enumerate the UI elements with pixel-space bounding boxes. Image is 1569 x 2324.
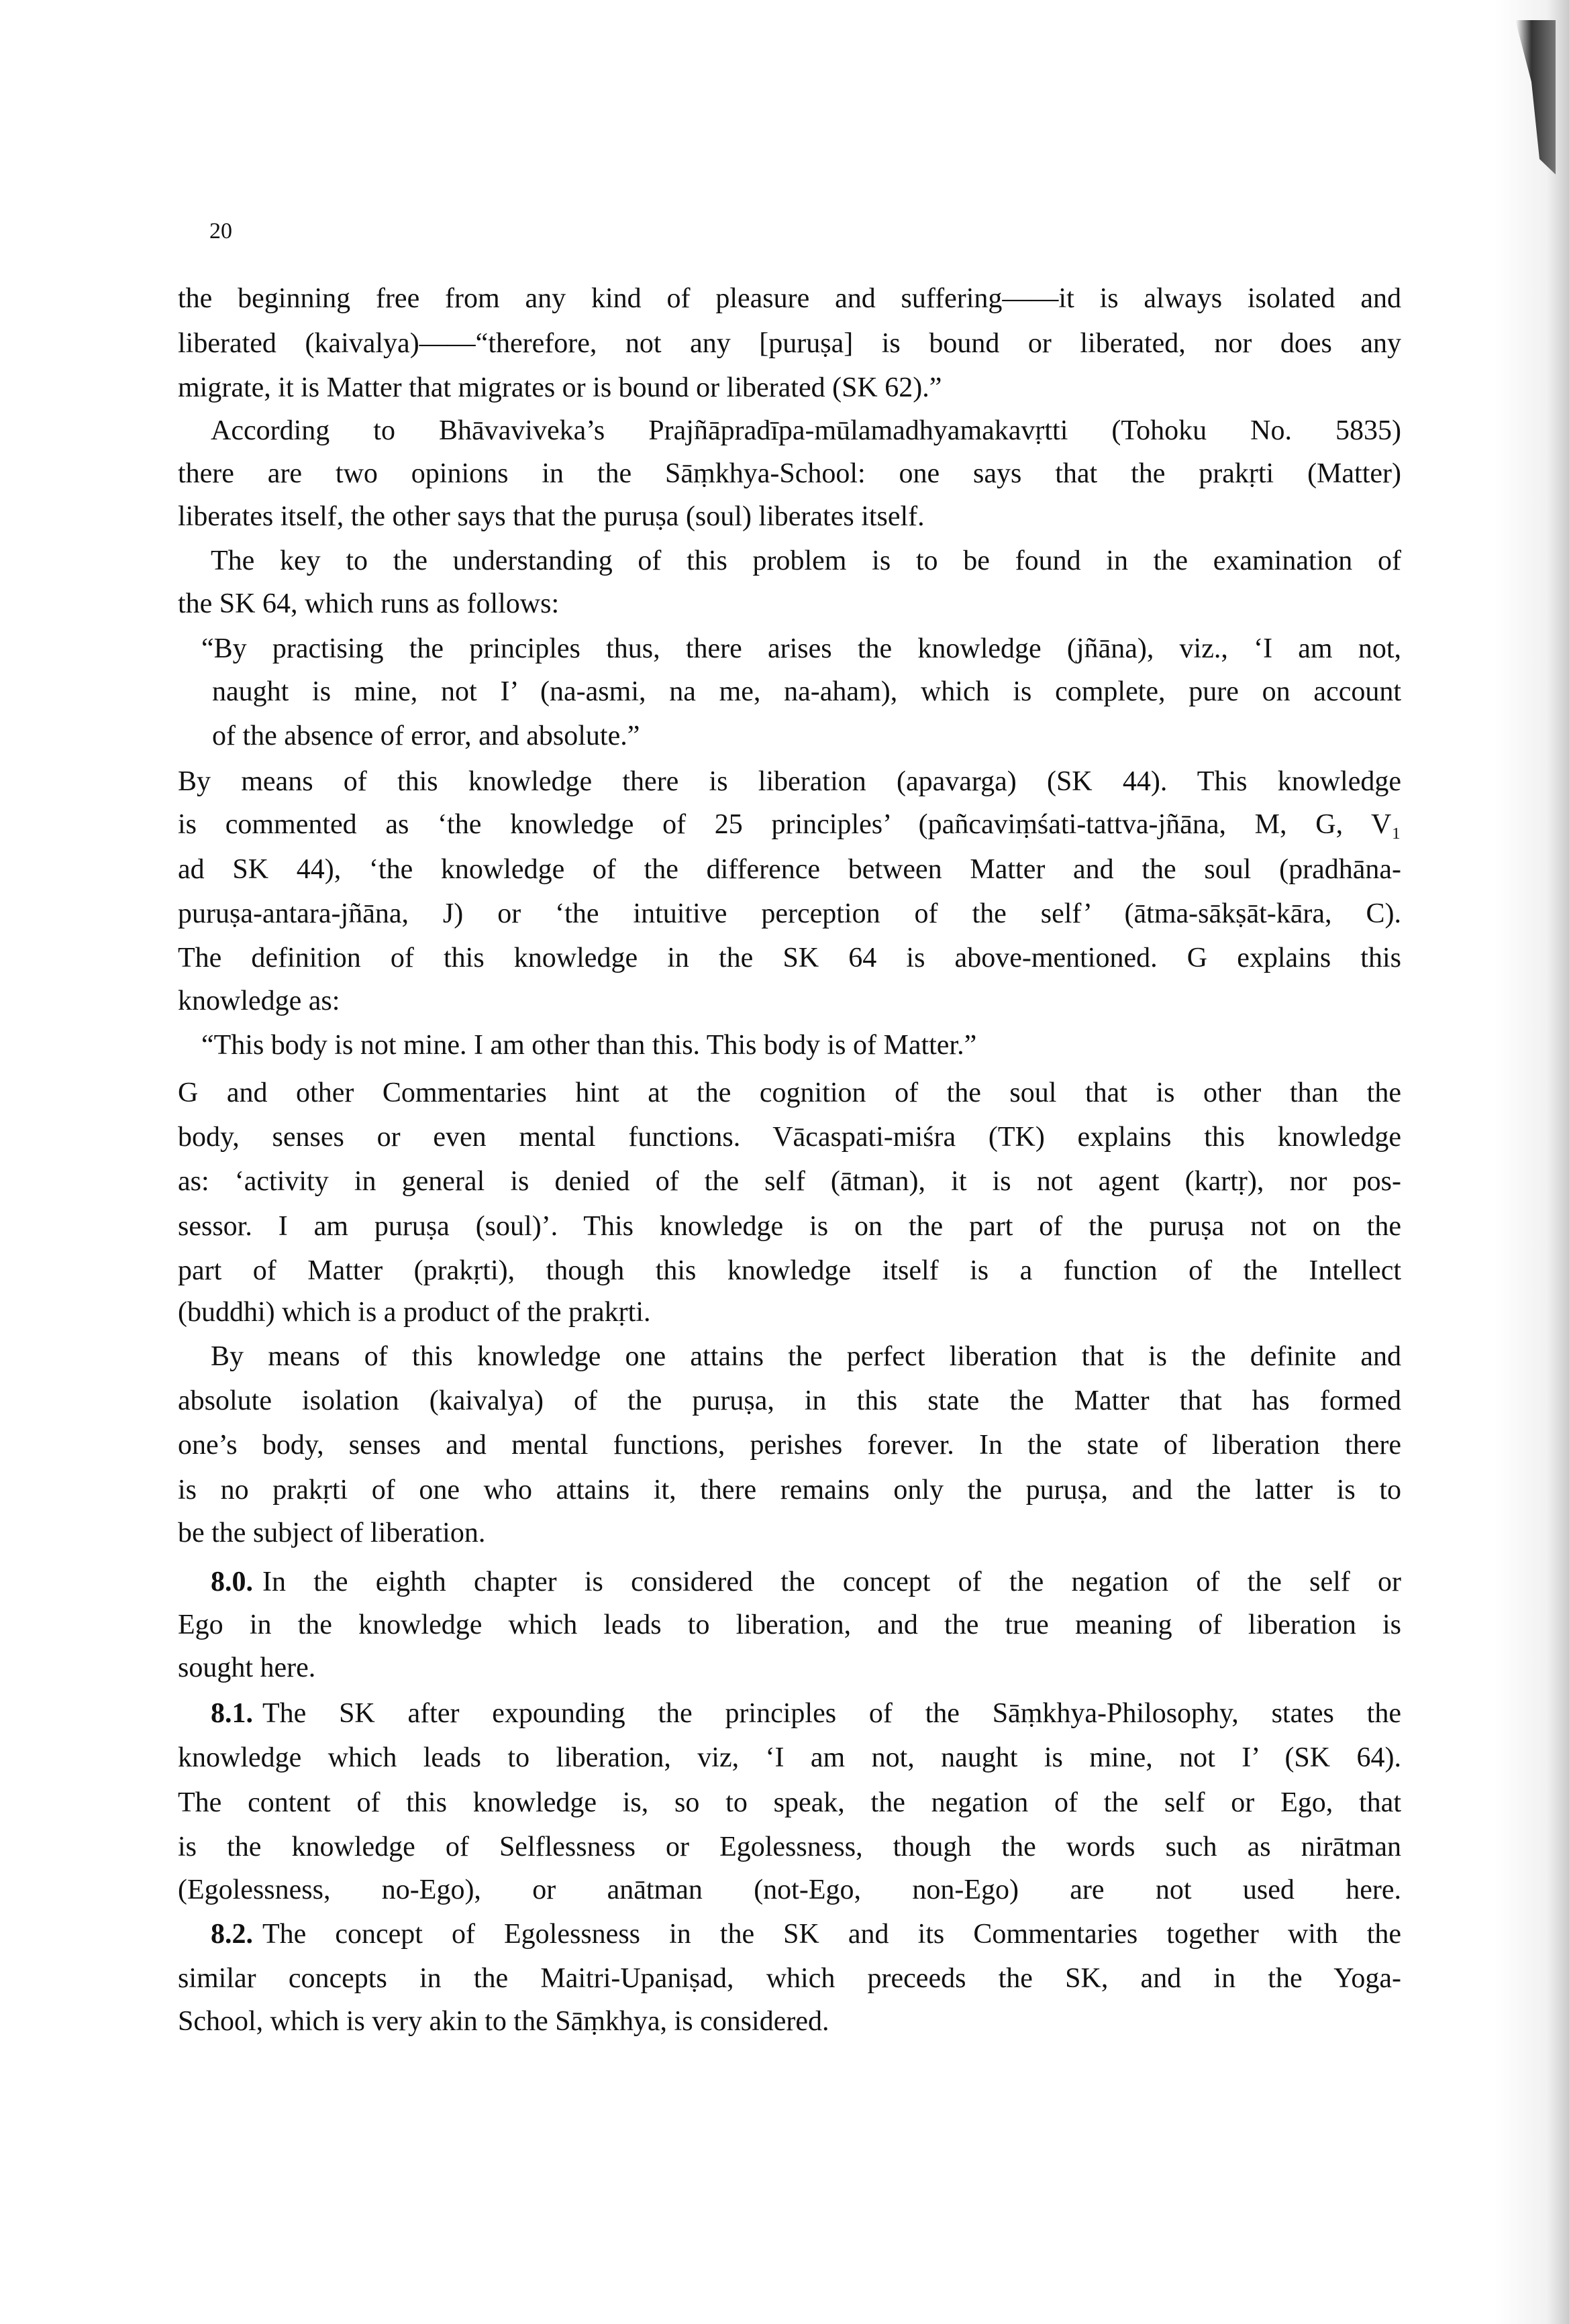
line-text: The key to the understanding of this problem is to be found in the examination of <box>211 545 1401 577</box>
text-line <box>178 500 1401 533</box>
section-number: 8.2. <box>211 1919 253 1950</box>
text-line <box>178 1741 1401 1775</box>
text-line <box>178 1254 1401 1287</box>
line-text: one’s body, senses and mental functions, perishes forever. In the state of liberation there <box>178 1430 1401 1461</box>
text-line <box>178 457 1401 490</box>
text-line <box>178 984 1401 1018</box>
scan-edge-shadow <box>1495 0 1569 2324</box>
text-line <box>178 1608 1401 1642</box>
text-line <box>178 1516 1401 1550</box>
line-text: In the eighth chapter is considered the concept of the negation of the self or <box>262 1566 1401 1597</box>
text-line <box>178 765 1401 798</box>
line-text: (buddhi) which is a product of the prakṛti. <box>178 1296 651 1328</box>
text-line <box>178 1165 1401 1198</box>
line-text: knowledge as: <box>178 986 340 1017</box>
line-text: there are two opinions in the Sāṃkhya-School: one says that the prakṛti (Matter) <box>178 458 1401 489</box>
line-text: part of Matter (prakṛti), though this knowledge itself is a function of the Intellect <box>178 1255 1401 1286</box>
line-text: “By practising the principles thus, there arises the knowledge (jñāna), viz., ‘I am not, <box>201 633 1401 664</box>
line-text: According to Bhāvaviveka’s Prajñāpradīpa-mūlamadhyamakavṛtti (Tohoku No. 5835) <box>211 415 1401 446</box>
line-text: is the knowledge of Selflessness or Egolessness, though the words such as nirātman <box>178 1831 1401 1862</box>
line-text: be the subject of liberation. <box>178 1517 486 1548</box>
line-text: Ego in the knowledge which leads to liberation, and the true meaning of liberation is <box>178 1609 1401 1640</box>
text-line <box>211 1917 1401 1951</box>
line-text: liberated (kaivalya)——“therefore, not any [puruṣa] is bound or liberated, nor does any <box>178 327 1401 359</box>
text-line <box>178 1076 1401 1110</box>
text-line <box>211 1340 1401 1373</box>
text-line <box>178 1120 1401 1154</box>
line-text: similar concepts in the Maitri-Upaniṣad, which preceeds the SK, and in the Yoga- <box>178 1963 1401 1995</box>
line-text: G and other Commentaries hint at the cognition of the soul that is other than the <box>178 1077 1401 1108</box>
text-line <box>178 1873 1401 1907</box>
text-line <box>178 897 1401 931</box>
line-text: puruṣa-antara-jñāna, J) or ‘the intuitive perception of the self’ (ātma-sākṣāt-kāra, C). <box>178 898 1401 929</box>
text-line <box>178 282 1401 315</box>
line-text: naught is mine, not I’ (na-asmi, na me, na-aham), which is complete, pure on account <box>212 676 1401 707</box>
quote-line <box>201 632 1401 666</box>
quote-line <box>212 719 1401 753</box>
line-text: as: ‘activity in general is denied of the self (ātman), it is not agent (kartṛ), nor pos- <box>178 1166 1401 1198</box>
line-text: liberates itself, the other says that the puruṣa (soul) liberates itself. <box>178 501 925 532</box>
text-line <box>178 808 1401 841</box>
text-line <box>211 414 1401 447</box>
text-line <box>178 1210 1401 1243</box>
line-text: The definition of this knowledge in the SK 64 is above-mentioned. G explains this <box>178 942 1401 973</box>
text-line <box>178 327 1401 360</box>
line-text: School, which is very akin to the Sāṃkhya, is considered. <box>178 2006 829 2038</box>
page-number: 20 <box>209 219 232 244</box>
text-line <box>211 1565 1401 1599</box>
text-line <box>178 1296 1401 1329</box>
text-line <box>178 2005 1401 2038</box>
line-text: the SK 64, which runs as follows: <box>178 588 560 620</box>
line-text: The concept of Egolessness in the SK and its Commentaries together with the <box>262 1919 1401 1950</box>
text-line <box>178 1384 1401 1418</box>
line-text: By means of this knowledge there is liberation (apavarga) (SK 44). This knowledge <box>178 766 1401 798</box>
line-text: The SK after expounding the principles of the Sāṃkhya-Philosophy, states the <box>262 1698 1401 1730</box>
line-text: the beginning free from any kind of pleasure and suffering——it is always isolated and <box>178 283 1401 315</box>
text-line <box>178 587 1401 621</box>
line-text: By means of this knowledge one attains the perfect liberation that is the definite and <box>211 1340 1401 1372</box>
line-text: body, senses or even mental functions. Vācaspati-miśra (TK) explains this knowledge <box>178 1122 1401 1153</box>
section-number: 8.0. <box>211 1566 253 1597</box>
line-text: is commented as ‘the knowledge of 25 principles’ (pañcaviṃśati-tattva-jñāna, M, G, V₁ <box>178 809 1401 841</box>
text-line <box>178 853 1401 886</box>
text-line <box>178 1830 1401 1864</box>
quote-line <box>212 675 1401 708</box>
text-line <box>178 1786 1401 1819</box>
line-text: The content of this knowledge is, so to speak, the negation of the self or Ego, that <box>178 1787 1401 1818</box>
line-text: ad SK 44), ‘the knowledge of the difference between Matter and the soul (pradhāna- <box>178 853 1401 885</box>
line-text: is no prakṛti of one who attains it, there remains only the puruṣa, and the latter is to <box>178 1474 1401 1506</box>
line-text: migrate, it is Matter that migrates or is bound or liberated (SK 62).” <box>178 372 942 403</box>
text-line <box>211 1697 1401 1730</box>
text-line <box>178 1651 1401 1685</box>
section-number: 8.1. <box>211 1698 253 1730</box>
line-text: “This body is not mine. I am other than this. This body is of Matter.” <box>201 1030 977 1061</box>
line-text: absolute isolation (kaivalya) of the puruṣa, in this state the Matter that has formed <box>178 1385 1401 1417</box>
text-line <box>178 1962 1401 1995</box>
line-text: sought here. <box>178 1652 316 1683</box>
line-text: knowledge which leads to liberation, viz, ‘I am not, naught is mine, not I’ (SK 64). <box>178 1742 1401 1774</box>
text-line <box>211 544 1401 578</box>
text-line <box>178 371 1401 405</box>
line-text: (Egolessness, no-Ego), or anātman (not-Ego, non-Ego) are not used here. <box>178 1874 1401 1905</box>
quote-line <box>201 1028 1401 1062</box>
line-text: sessor. I am puruṣa (soul)’. This knowledge is on the part of the puruṣa not on the <box>178 1210 1401 1242</box>
text-line <box>178 1473 1401 1507</box>
text-line <box>178 1428 1401 1462</box>
line-text: of the absence of error, and absolute.” <box>212 720 640 751</box>
text-line <box>178 941 1401 975</box>
